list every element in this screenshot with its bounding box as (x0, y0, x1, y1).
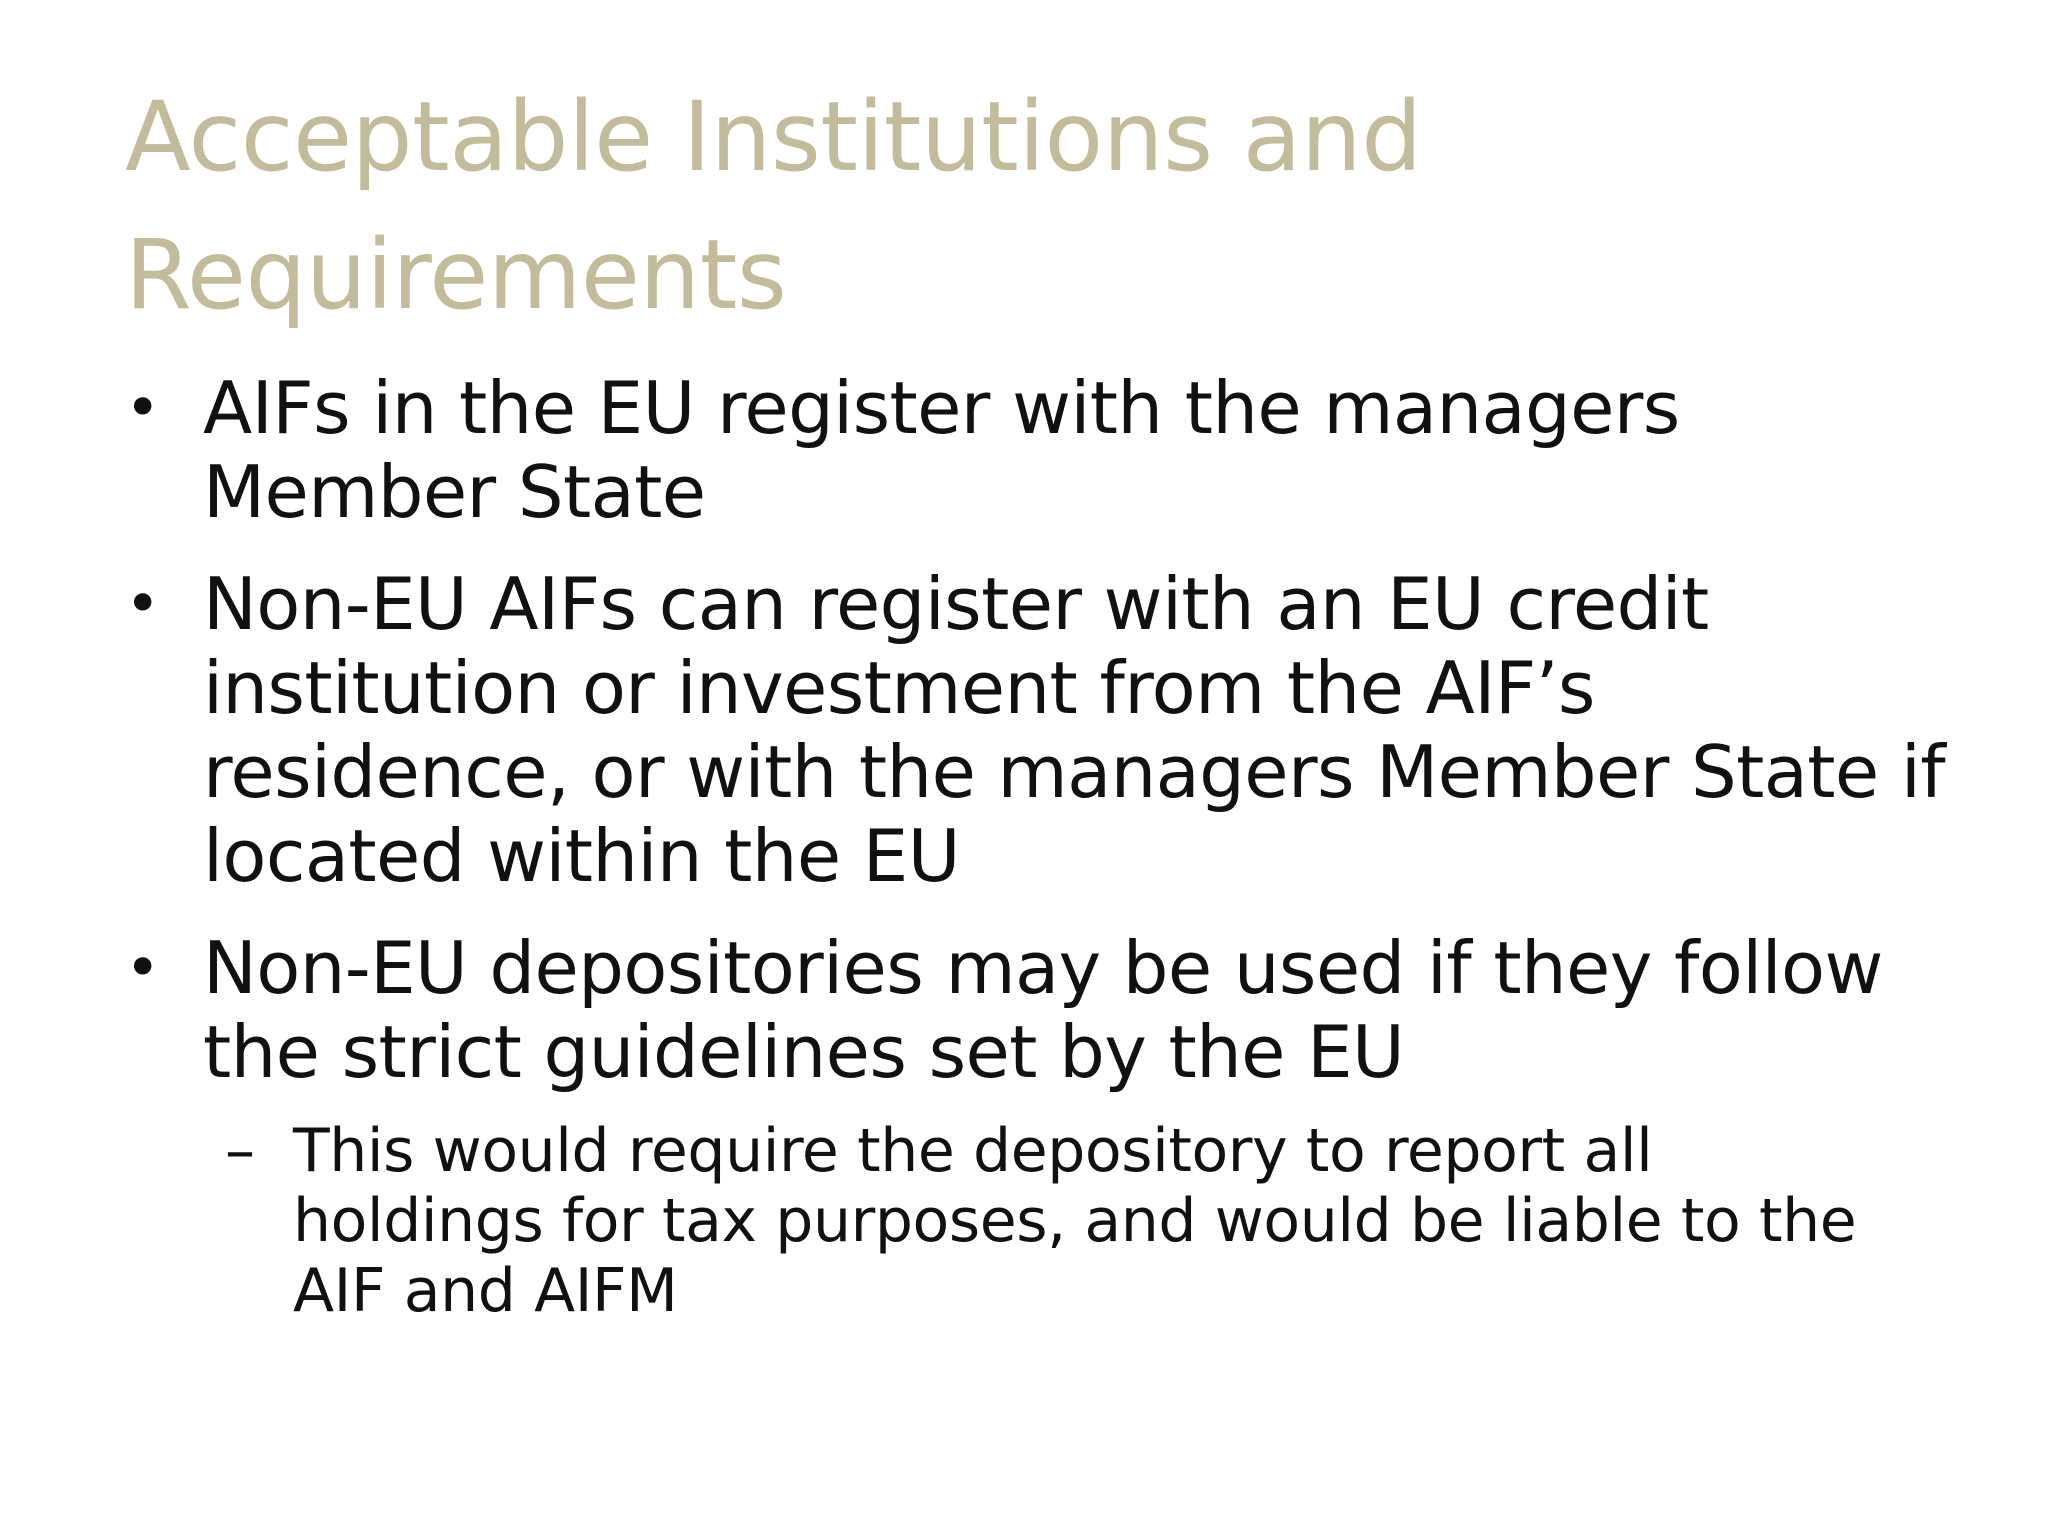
sub-bullet-marker: – (225, 1116, 255, 1186)
bullet-marker: • (125, 933, 160, 1003)
bullet-line: Non-EU depositories may be used if they follow (203, 926, 1883, 1010)
bullet-line: institution or investment from the AIF’s (203, 646, 1595, 730)
bullet-line: located within the EU (203, 814, 960, 898)
slide-title-line: Acceptable Institutions and (125, 81, 1422, 193)
sub-bullet-line: AIF and AIFM (293, 1256, 678, 1326)
bullet-text (203, 926, 1955, 1094)
bullet-line: AIFs in the EU register with the managers (203, 366, 1680, 450)
bullet-line: Member State (203, 450, 706, 534)
bullet-list (125, 366, 1955, 1326)
bullet-item (125, 366, 1955, 534)
bullet-item (125, 562, 1955, 898)
bullet-item (125, 926, 1955, 1094)
bullet-line: the strict guidelines set by the EU (203, 1010, 1405, 1094)
bullet-marker: • (125, 569, 160, 639)
slide-title (125, 68, 1825, 344)
bullet-line: Non-EU AIFs can register with an EU credit (203, 562, 1709, 646)
bullet-text (203, 562, 1955, 898)
sub-bullet-text (293, 1116, 1955, 1326)
sub-bullet-line: This would require the depository to report all (293, 1116, 1653, 1186)
slide-title-line: Requirements (125, 219, 787, 331)
bullet-text (203, 366, 1955, 534)
bullet-marker: • (125, 373, 160, 443)
sub-bullet-line: holdings for tax purposes, and would be liable to the (293, 1186, 1857, 1256)
bullet-line: residence, or with the managers Member State if (203, 730, 1946, 814)
sub-bullet-item (225, 1116, 1955, 1326)
